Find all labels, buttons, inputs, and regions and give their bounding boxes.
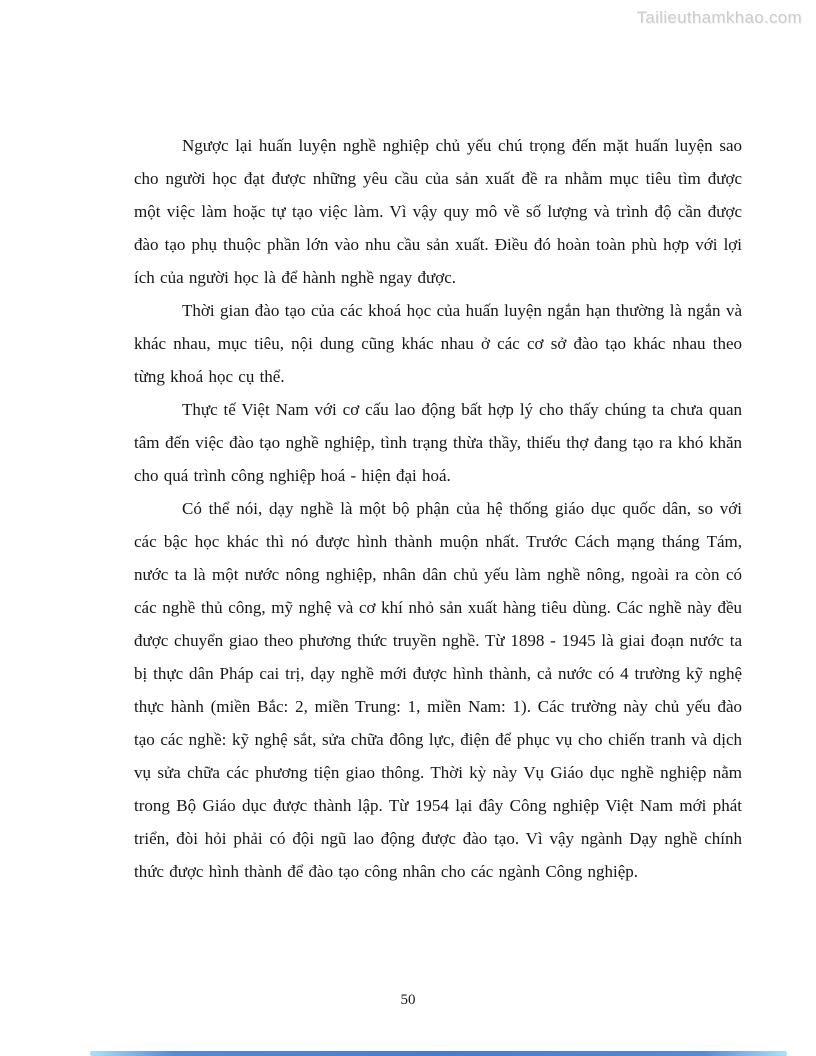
paragraph: Thực tế Việt Nam với cơ cấu lao động bất hợp lý cho thấy chúng ta chưa quan tâm đến việc đào tạo nghề nghiệp, tình trạng thừa thầy, thiếu thợ đang tạo ra khó khăn cho quá trình công nghiệp hoá - hiện đại hoá. bbox=[134, 400, 742, 485]
watermark: Tailieuthamkhao.com bbox=[636, 8, 802, 27]
page-number: 50 bbox=[400, 992, 416, 1008]
document-body bbox=[134, 129, 742, 888]
footer-accent-bar bbox=[90, 1051, 787, 1056]
paragraph: Ngược lại huấn luyện nghề nghiệp chủ yếu chú trọng đến mặt huấn luyện sao cho người học đạt được những yêu cầu của sản xuất đề ra nhằm mục tiêu tìm được một việc làm hoặc tự tạo việc làm. Vì vậy quy mô về số lượng và trình độ cần được đào tạo phụ thuộc phần lớn vào nhu cầu sản xuất. Điều đó hoàn toàn phù hợp với lợi ích của người học là để hành nghề ngay được. bbox=[134, 136, 742, 287]
paragraph: Có thể nói, dạy nghề là một bộ phận của hệ thống giáo dục quốc dân, so với các bậc học khác thì nó được hình thành muộn nhất. Trước Cách mạng tháng Tám, nước ta là một nước nông nghiệp, nhân dân chủ yếu làm nghề nông, ngoài ra còn có các nghề thủ công, mỹ nghệ và cơ khí nhỏ sản xuất hàng tiêu dùng. Các nghề này đều được chuyển giao theo phương thức truyền nghề. Từ 1898 - 1945 là giai đoạn nước ta bị thực dân Pháp cai trị, dạy nghề mới được hình thành, cả nước có 4 trường kỹ nghệ thực hành (miền Bắc: 2, miền Trung: 1, miền Nam: 1). Các trường này chủ yếu đào tạo các nghề: kỹ nghệ sắt, sửa chữa đông lực, điện để phục vụ cho chiến tranh và dịch vụ sửa chữa các phương tiện giao thông. Thời kỳ này Vụ Giáo dục nghề nghiệp nằm trong Bộ Giáo dục được thành lập. Từ 1954 lại đây Công nghiệp Việt Nam mới phát triển, đòi hỏi phải có đội ngũ lao động được đào tạo. Vì vậy ngành Dạy nghề chính thức được hình thành để đào tạo công nhân cho các ngành Công nghiệp. bbox=[134, 499, 742, 881]
paragraph: Thời gian đào tạo của các khoá học của huấn luyện ngắn hạn thường là ngắn và khác nhau, mục tiêu, nội dung cũng khác nhau ở các cơ sở đào tạo khác nhau theo từng khoá học cụ thể. bbox=[134, 301, 742, 386]
